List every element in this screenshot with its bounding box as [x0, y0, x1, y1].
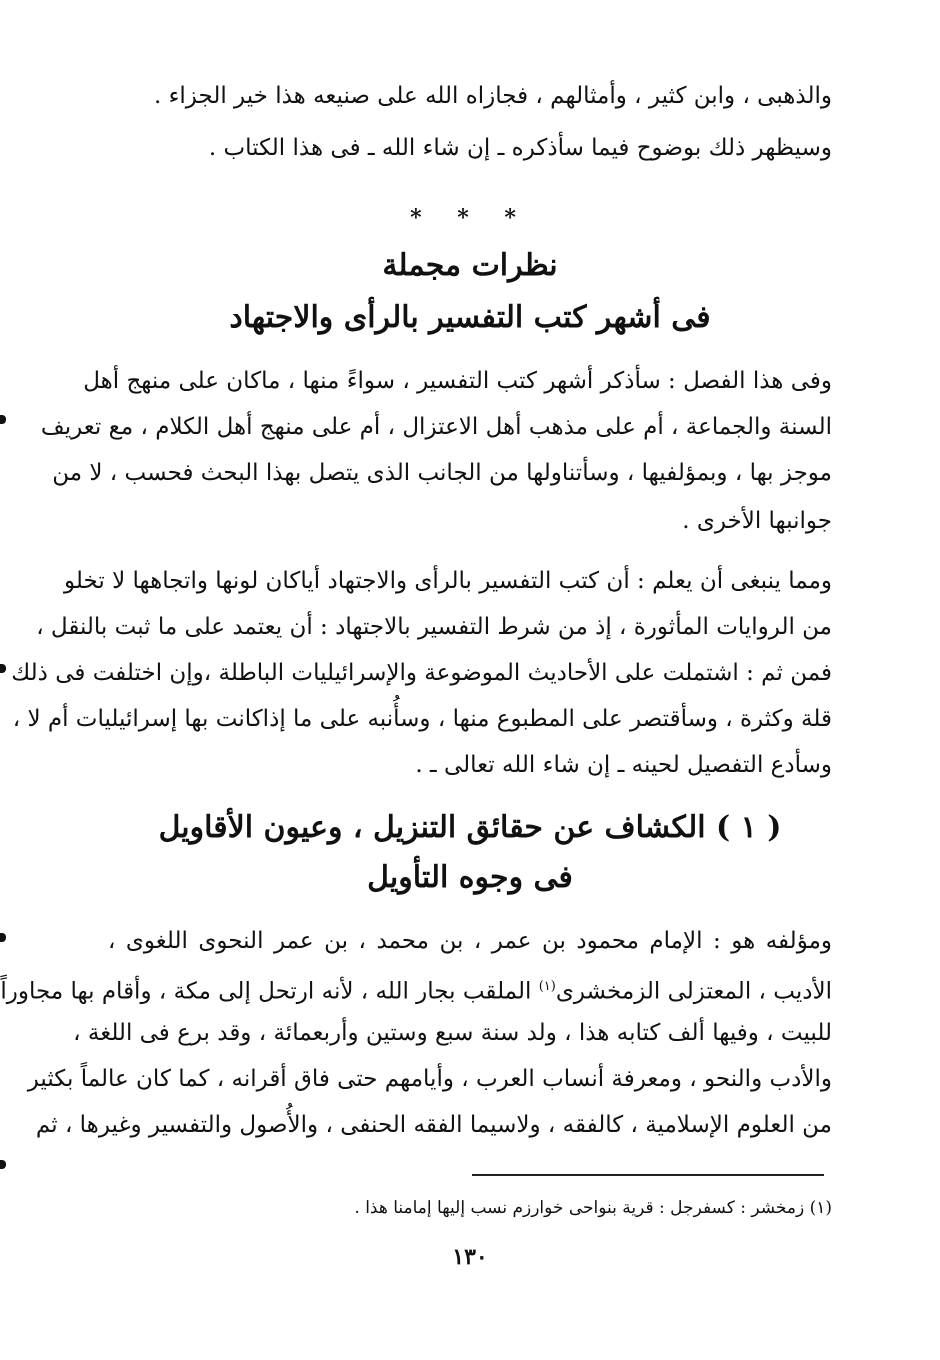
- page-number: ١٣٠: [452, 1244, 488, 1270]
- entry-line-2: [0, 964, 832, 1015]
- entry-title-line-1: ( ١ ) الكشاف عن حقائق التنزيل ، وعيون الأقاويل: [158, 810, 782, 845]
- scan-mark: [0, 415, 6, 424]
- entry-line-2-start: الأديب ، المعتزلى الزمخشرى: [555, 978, 832, 1005]
- entry-line-3: للبيت ، وفيها ألف كتابه هذا ، ولد سنة سبع وستين وأربعمائة ، وقد برع فى اللغة ،: [73, 1020, 832, 1046]
- scan-mark: [0, 933, 6, 942]
- section-title-line-2: فى أشهر كتب التفسير بالرأى والاجتهاد: [229, 300, 711, 335]
- paragraph-2-line-2: من الروايات المأثورة ، إذ من شرط التفسير بالاجتهاد : أن يعتمد على ما ثبت بالنقل ،: [36, 614, 832, 640]
- section-separator: * * *: [410, 205, 530, 231]
- intro-line-1: والذهبى ، وابن كثير ، وأمثالهم ، فجازاه الله على صنيعه هذا خير الجزاء .: [153, 83, 832, 109]
- section-title-line-1: نظرات مجملة: [382, 248, 558, 283]
- entry-line-1: ومؤلفه هو : الإمام محمود بن عمر ، بن محمد ، بن عمر النحوى اللغوى ،: [108, 928, 832, 954]
- paragraph-2-line-1: ومما ينبغى أن يعلم : أن كتب التفسير بالرأى والاجتهاد أياكان لونها واتجاهها لا تخلو: [64, 568, 832, 594]
- entry-line-2-end: الملقب بجار الله ، لأنه ارتحل إلى مكة ، وأقام بها مجاوراً: [0, 978, 539, 1005]
- footnote-reference: (١): [538, 979, 556, 994]
- paragraph-1-line-3: موجز بها ، وبمؤلفيها ، وسأتناولها من الجانب الذى يتصل بهذا البحث فحسب ، لا من: [52, 460, 832, 486]
- footnote-text: (١) زمخشر : كسفرجل : قرية بنواحى خوارزم نسب إليها إمامنا هذا .: [354, 1198, 832, 1218]
- paragraph-2-line-5: وسأدع التفصيل لحينه ـ إن شاء الله تعالى ـ .: [415, 752, 832, 778]
- paragraph-1-line-2: السنة والجماعة ، أم على مذهب أهل الاعتزال ، أم على منهج أهل الكلام ، مع تعريف: [40, 414, 832, 440]
- paragraph-1-line-1: وفى هذا الفصل : سأذكر أشهر كتب التفسير ، سواءً منها ، ماكان على منهج أهل: [83, 368, 832, 394]
- intro-line-2: وسيظهر ذلك بوضوح فيما سأذكره ـ إن شاء الله ـ فى هذا الكتاب .: [208, 135, 832, 161]
- paragraph-2-line-4: قلة وكثرة ، وسأقتصر على المطبوع منها ، وسأُنبه على ما إذاكانت بها إسرائيليات أم لا ،: [12, 706, 832, 732]
- entry-line-4: والأدب والنحو ، ومعرفة أنساب العرب ، وأيامهم حتى فاق أقرانه ، كما كان عالماً بكثير: [27, 1066, 832, 1092]
- paragraph-1-line-4: جوانبها الأخرى .: [682, 508, 832, 534]
- footnote-divider: [472, 1174, 824, 1176]
- scan-mark: [0, 664, 6, 673]
- paragraph-2-line-3: فمن ثم : اشتملت على الأحاديث الموضوعة والإسرائيليات الباطلة ،وإن اختلفت فى ذلك: [11, 660, 832, 686]
- entry-line-5: من العلوم الإسلامية ، كالفقه ، ولاسيما الفقه الحنفى ، والأُصول والتفسير وغيرها ، ثم: [35, 1112, 832, 1138]
- scan-mark: [0, 1160, 6, 1169]
- entry-title-line-2: فى وجوه التأويل: [367, 860, 573, 895]
